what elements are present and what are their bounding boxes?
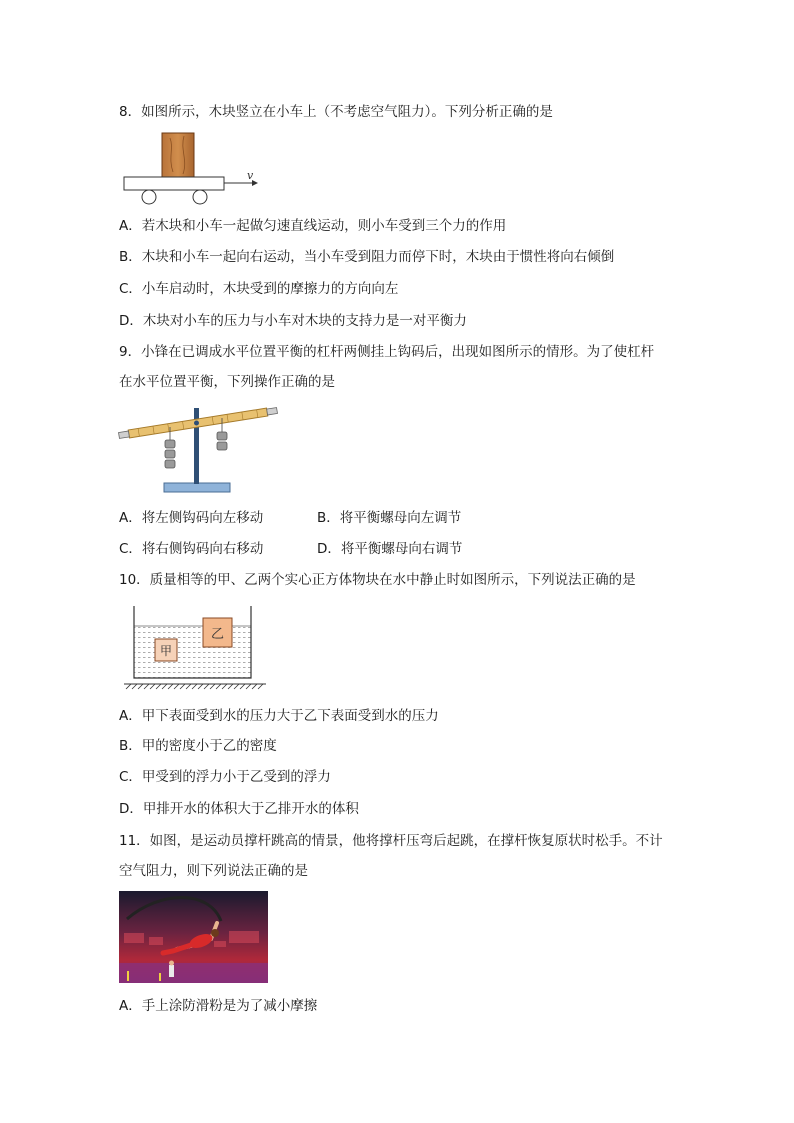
balance-nut-left [119,431,130,438]
q9-stem-line1: 9．小锋在已调成水平位置平衡的杠杆两侧挂上钩码后，出现如图所示的情形。为了使杠杆 [119,344,655,360]
q8-option-b: B．木块和小车一起向右运动，当小车受到阻力而停下时，木块由于惯性将向右倾倒 [119,249,615,265]
left-weights [165,440,175,468]
q8-option-c: C．小车启动时，木块受到的摩擦力的方向向左 [119,281,399,297]
q10-option-b: B．甲的密度小于乙的密度 [119,738,277,754]
right-weights [217,432,227,450]
water-tank-figure [118,600,270,690]
balance-nut-right [267,408,278,415]
q11-option-a: A．手上涂防滑粉是为了减小摩擦 [119,998,318,1014]
lever-figure [118,400,278,498]
q10-option-a: A．甲下表面受到水的压力大于乙下表面受到水的压力 [119,708,439,724]
lever-base [164,483,230,492]
wood-block [162,133,194,177]
q8-option-d: D．木块对小车的压力与小车对木块的支持力是一对平衡力 [119,313,467,329]
q11-stem-line1: 11．如图，是运动员撑杆跳高的情景，他将撑杆压弯后起跳，在撑杆恢复原状时松手。不计 [119,833,663,849]
q10-stem: 10．质量相等的甲、乙两个实心正方体物块在水中静止时如图所示，下列说法正确的是 [119,572,636,588]
cart-figure [118,130,268,210]
q9-option-a: A．将左侧钩码向左移动 [119,510,264,526]
q8-option-a: A．若木块和小车一起做匀速直线运动，则小车受到三个力的作用 [119,218,507,234]
velocity-label: v [247,169,254,182]
cart-wheel-right [193,190,207,204]
q9-option-b: B．将平衡螺母向左调节 [317,510,462,526]
svg-text:甲: 甲 [159,644,173,658]
water [134,626,251,678]
q9-option-c: C．将右侧钩码向右移动 [119,541,264,557]
cart-wheel-left [142,190,156,204]
svg-text:乙: 乙 [210,627,225,642]
q9-stem-line2: 在水平位置平衡，下列操作正确的是 [119,374,335,390]
q10-option-c: C．甲受到的浮力小于乙受到的浮力 [119,769,331,785]
pole-vault-photo [119,891,268,983]
q11-stem-line2: 空气阻力，则下列说法正确的是 [119,863,308,879]
q9-option-d: D．将平衡螺母向右调节 [317,541,463,557]
cart-body [124,177,224,190]
q10-option-d: D．甲排开水的体积大于乙排开水的体积 [119,801,359,817]
q8-stem: 8．如图所示，木块竖立在小车上（不考虑空气阻力）。下列分析正确的是 [119,104,553,120]
